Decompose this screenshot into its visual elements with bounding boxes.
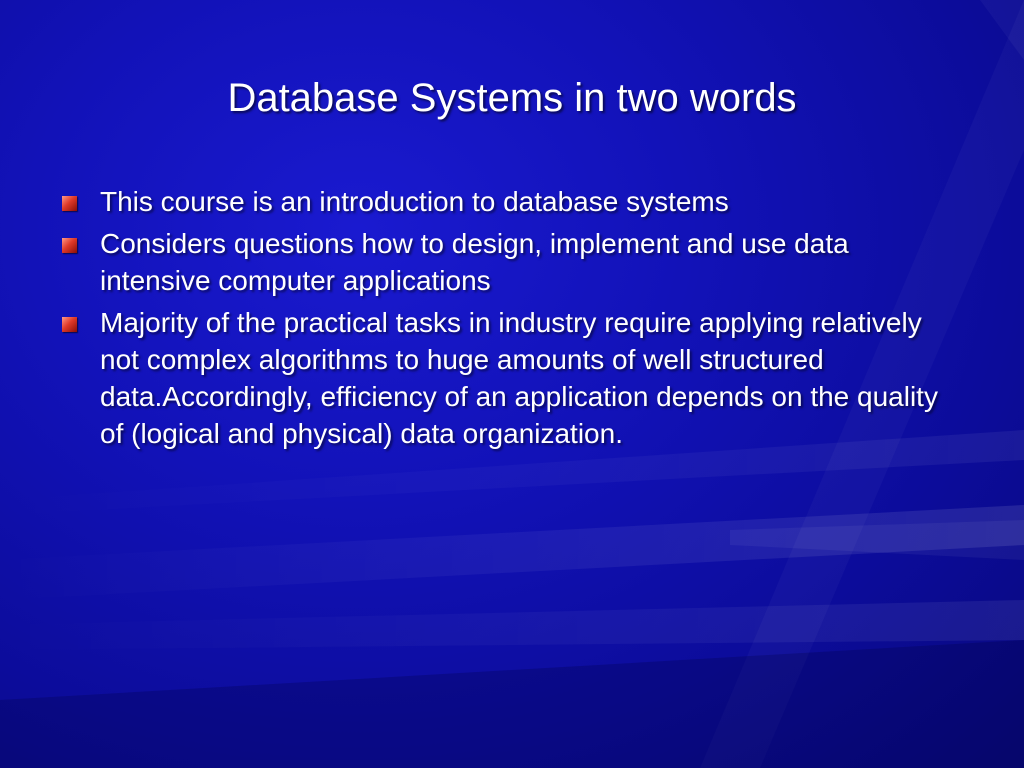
bullet-item — [62, 225, 962, 299]
bullet-text: This course is an introduction to database systems — [100, 186, 729, 217]
bullet-item — [62, 183, 962, 220]
bullet-item — [62, 304, 962, 452]
square-bullet-icon — [62, 238, 77, 253]
bullet-text: Majority of the practical tasks in industry require applying relatively not complex algorithms to huge amounts of well structured data.Accordingly, efficiency of an application depends on the quality of (logical and physical) data organization. — [100, 307, 938, 449]
bullet-text: Considers questions how to design, implement and use data intensive computer applications — [100, 228, 849, 296]
bullet-list — [62, 183, 962, 457]
square-bullet-icon — [62, 317, 77, 332]
slide-title: Database Systems in two words — [227, 76, 797, 120]
square-bullet-icon — [62, 196, 77, 211]
